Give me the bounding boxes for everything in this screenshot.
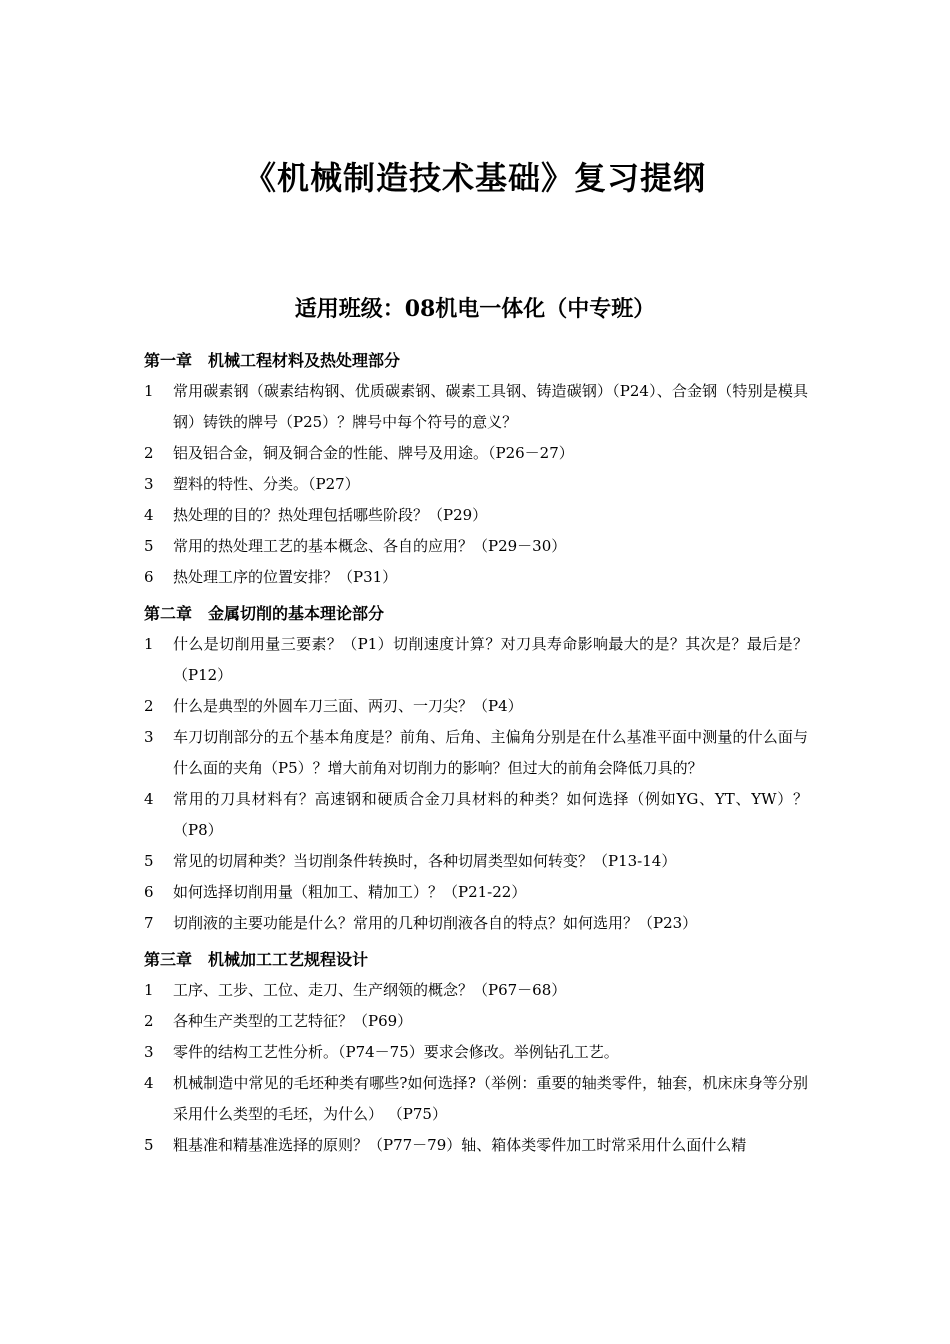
list-item bbox=[144, 469, 808, 500]
list-item bbox=[144, 691, 808, 722]
chapter-title: 第一章 机械工程材料及热处理部分 bbox=[144, 351, 401, 370]
item-number: 3 bbox=[144, 1043, 154, 1061]
outline-content bbox=[144, 346, 808, 1161]
item-number: 1 bbox=[144, 635, 154, 653]
list-item bbox=[144, 376, 808, 438]
item-text: 如何选择切削用量（粗加工、精加工）？（P21-22） bbox=[173, 883, 527, 901]
item-text: 热处理工序的位置安排？（P31） bbox=[173, 568, 398, 586]
item-text: 各种生产类型的工艺特征？（P69） bbox=[173, 1012, 413, 1030]
item-number: 2 bbox=[144, 1012, 154, 1030]
item-number: 1 bbox=[144, 382, 154, 400]
item-text: 常用碳素钢（碳素结构钢、优质碳素钢、碳素工具钢、铸造碳钢）（P24）、合金钢（特别是模具钢）铸铁的牌号（P25）？牌号中每个符号的意义？ bbox=[173, 382, 808, 431]
list-item bbox=[144, 877, 808, 908]
item-number: 6 bbox=[144, 568, 154, 586]
item-text: 什么是切削用量三要素？（P1）切削速度计算？对刀具寿命影响最大的是？其次是？最后是？（P12） bbox=[173, 635, 808, 684]
item-text: 粗基准和精基准选择的原则？（P77－79）轴、箱体类零件加工时常采用什么面什么精 bbox=[173, 1136, 747, 1154]
item-number: 5 bbox=[144, 852, 154, 870]
item-number: 3 bbox=[144, 728, 154, 746]
list-item bbox=[144, 1037, 808, 1068]
list-item bbox=[144, 975, 808, 1006]
chapter-2 bbox=[144, 599, 808, 939]
item-text: 工序、工步、工位、走刀、生产纲领的概念？（P67－68） bbox=[173, 981, 567, 999]
item-number: 2 bbox=[144, 444, 154, 462]
list-item bbox=[144, 1130, 808, 1161]
list-item bbox=[144, 846, 808, 877]
chapter-1 bbox=[144, 346, 808, 593]
item-number: 7 bbox=[144, 914, 154, 932]
item-number: 4 bbox=[144, 790, 154, 808]
item-text: 铝及铝合金，铜及铜合金的性能、牌号及用途。（P26－27） bbox=[173, 444, 574, 462]
item-number: 3 bbox=[144, 475, 154, 493]
item-text: 热处理的目的？热处理包括哪些阶段？（P29） bbox=[173, 506, 488, 524]
list-item bbox=[144, 1006, 808, 1037]
chapter-title: 第二章 金属切削的基本理论部分 bbox=[144, 604, 385, 623]
list-item bbox=[144, 908, 808, 939]
item-number: 2 bbox=[144, 697, 154, 715]
list-item bbox=[144, 562, 808, 593]
list-item bbox=[144, 1068, 808, 1130]
item-text: 常见的切屑种类？当切削条件转换时，各种切屑类型如何转变？（P13-14） bbox=[173, 852, 677, 870]
document-subtitle: 适用班级：08机电一体化（中专班） bbox=[294, 296, 656, 322]
item-text: 零件的结构工艺性分析。（P74－75）要求会修改。举例钻孔工艺。 bbox=[173, 1043, 619, 1061]
chapter-title: 第三章 机械加工工艺规程设计 bbox=[144, 950, 369, 969]
item-number: 4 bbox=[144, 1074, 154, 1092]
list-item bbox=[144, 438, 808, 469]
item-text: 什么是典型的外圆车刀三面、两刃、一刀尖？（P4） bbox=[173, 697, 523, 715]
item-number: 5 bbox=[144, 1136, 154, 1154]
item-text: 常用的刀具材料有？高速钢和硬质合金刀具材料的种类？如何选择（例如YG、YT、YW）？（P8） bbox=[173, 790, 808, 839]
item-text: 机械制造中常见的毛坯种类有哪些?如何选择?（举例：重要的轴类零件，轴套，机床床身等分别采用什么类型的毛坯，为什么） （P75） bbox=[173, 1074, 808, 1123]
item-number: 5 bbox=[144, 537, 154, 555]
list-item bbox=[144, 722, 808, 784]
list-item bbox=[144, 784, 808, 846]
chapter-3 bbox=[144, 945, 808, 1161]
item-number: 6 bbox=[144, 883, 154, 901]
list-item bbox=[144, 500, 808, 531]
item-text: 切削液的主要功能是什么？常用的几种切削液各自的特点？如何选用？（P23） bbox=[173, 914, 698, 932]
item-text: 常用的热处理工艺的基本概念、各自的应用？（P29－30） bbox=[173, 537, 567, 555]
list-item bbox=[144, 531, 808, 562]
item-number: 4 bbox=[144, 506, 154, 524]
document-title: 《机械制造技术基础》复习提纲 bbox=[243, 159, 706, 197]
list-item bbox=[144, 629, 808, 691]
item-number: 1 bbox=[144, 981, 154, 999]
item-text: 塑料的特性、分类。（P27） bbox=[173, 475, 360, 493]
item-text: 车刀切削部分的五个基本角度是？前角、后角、主偏角分别是在什么基准平面中测量的什么面与什么面的夹角（P5）？增大前角对切削力的影响？但过大的前角会降低刀具的？ bbox=[173, 728, 808, 777]
